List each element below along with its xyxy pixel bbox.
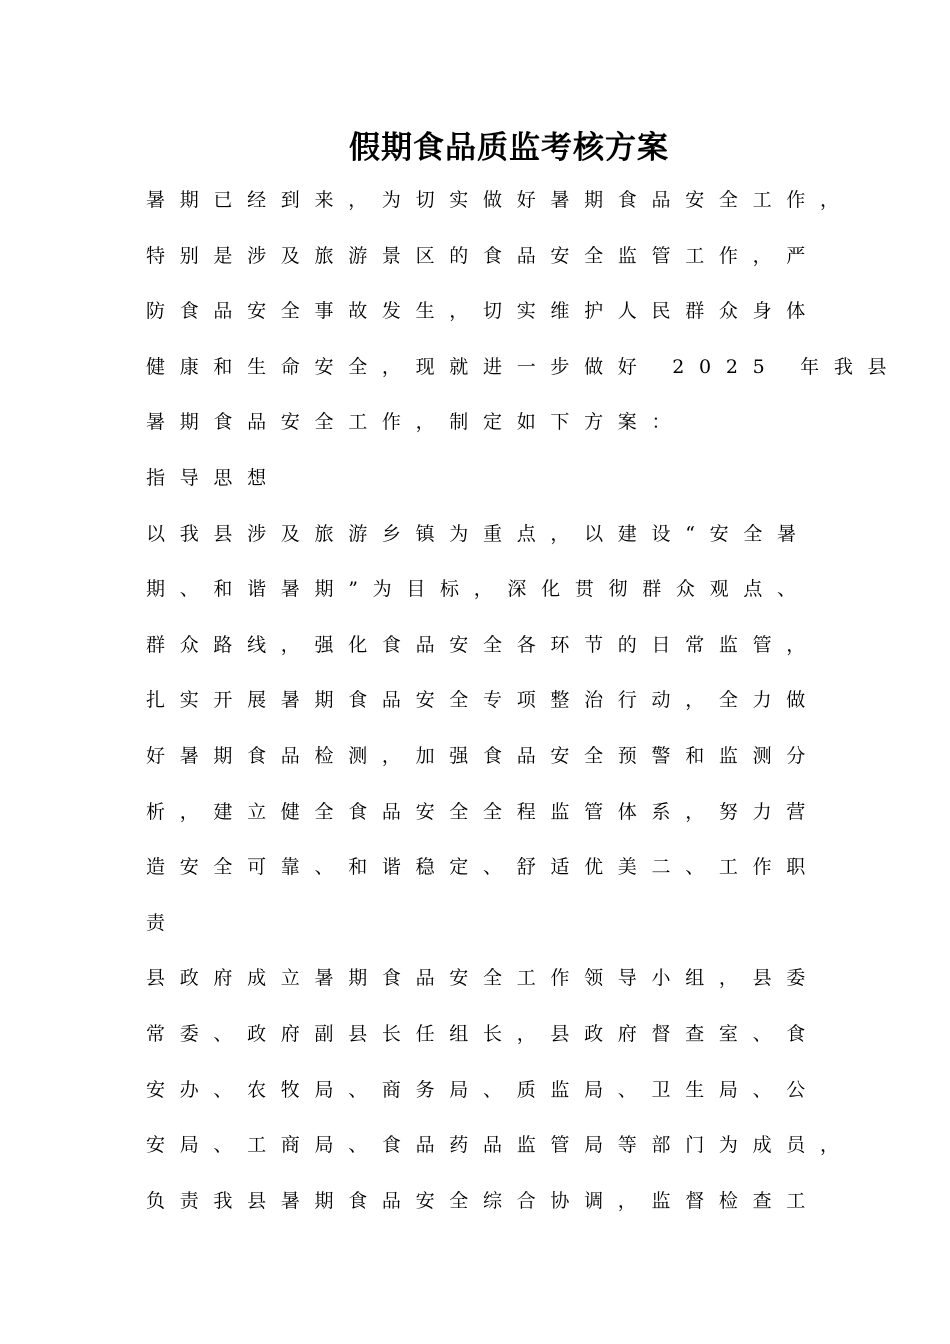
body-line: 健康和生命安全，现就进一步做好 2025 年我县 <box>146 355 902 378</box>
section-heading: 指导思想 <box>146 466 281 489</box>
body-line: 安办、农牧局、商务局、质监局、卫生局、公 <box>146 1078 821 1101</box>
body-line: 以我县涉及旅游乡镇为重点，以建设“安全暑 <box>146 522 811 545</box>
body-line: 好暑期食品检测，加强食品安全预警和监测分 <box>146 744 821 767</box>
body-line: 负责我县暑期食品安全综合协调，监督检查工 <box>146 1189 821 1212</box>
body-line: 造安全可靠、和谐稳定、舒适优美二、工作职 <box>146 856 821 879</box>
body-line: 特别是涉及旅游景区的食品安全监管工作，严 <box>146 244 821 267</box>
body-line: 暑期食品安全工作，制定如下方案： <box>146 411 686 434</box>
body-line: 析，建立健全食品安全全程监管体系，努力营 <box>146 800 821 823</box>
body-line: 扎实开展暑期食品安全专项整治行动，全力做 <box>146 689 821 712</box>
document-body <box>146 186 902 1242</box>
body-line: 县政府成立暑期食品安全工作领导小组，县委 <box>146 967 821 990</box>
body-line: 安局、工商局、食品药品监管局等部门为成员， <box>146 1134 854 1157</box>
body-line: 责 <box>146 911 180 934</box>
body-line: 暑期已经到来，为切实做好暑期食品安全工作， <box>146 189 854 211</box>
body-line: 群众路线，强化食品安全各环节的日常监管， <box>146 633 821 656</box>
document-title: 假期食品质监考核方案 <box>349 130 669 166</box>
body-line: 期、和谐暑期”为目标，深化贯彻群众观点、 <box>146 578 811 601</box>
body-line: 防食品安全事故发生，切实维护人民群众身体 <box>146 300 821 323</box>
body-line: 常委、政府副县长任组长，县政府督查室、食 <box>146 1022 821 1045</box>
